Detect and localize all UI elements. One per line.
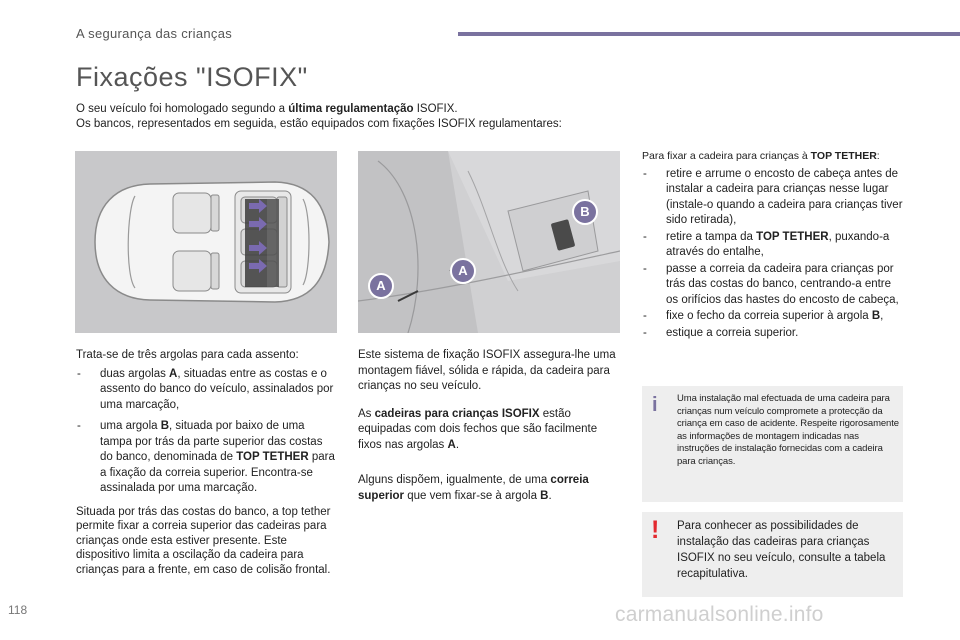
warning-note bbox=[642, 512, 903, 597]
left-column bbox=[76, 348, 338, 577]
list-item-rings-a: - duas argolas A, situadas entre as costas e o assento do banco do veículo, assinalados por uma marcação, bbox=[76, 367, 338, 414]
marker-a-right: A bbox=[450, 258, 476, 284]
marker-a-left: A bbox=[368, 273, 394, 299]
info-note-text: Uma instalação mal efectuada de uma cadeira para crianças num veículo compromete a protecção da criança em caso de acidente. Respeite rigorosamente as informações de montagem indicadas nas instruções de instalação fornecidas com a cadeira para crianças. bbox=[677, 393, 899, 467]
car-top-view-illustration bbox=[75, 151, 337, 333]
header-bar bbox=[458, 32, 960, 36]
isofix-seat-photo bbox=[358, 151, 620, 333]
left-paragraph-1: Trata-se de três argolas para cada assento: bbox=[76, 349, 299, 361]
step-2: - retire a tampa da TOP TETHER, puxando-a através do entalhe, bbox=[642, 230, 904, 261]
warning-note-text: Para conhecer as possibilidades de instalação das cadeiras para crianças ISOFIX no seu veículo, consulte a tabela recapitulativa. bbox=[677, 520, 886, 580]
rings-list bbox=[76, 367, 338, 497]
middle-paragraph-1: Este sistema de fixação ISOFIX assegura-lhe uma montagem fiável, sólida e rápida, da cadeira para crianças no seu veículo. bbox=[358, 349, 616, 392]
page-title: Fixações "ISOFIX" bbox=[76, 62, 308, 92]
left-paragraph-2: Situada por trás das costas do banco, a top tether permite fixar a correia superior das cadeiras para crianças onde esta estiver presente. Este dispositivo limita a oscilação da cadeira para crianças para a frente, em caso de colisão frontal. bbox=[76, 505, 331, 576]
info-note bbox=[642, 386, 903, 502]
intro bbox=[76, 102, 636, 132]
middle-column bbox=[358, 348, 620, 504]
page-number: 118 bbox=[8, 603, 28, 617]
list-item-ring-b: - uma argola B, situada por baixo de uma tampa por trás da parte superior das costas do banco, denominada de TOP TETHER para a fixação da correia superior. Encontra-se assinalada por uma marcação. bbox=[76, 419, 338, 497]
intro-line-1: O seu veículo foi homologado segundo a última regulamentação ISOFIX. bbox=[76, 103, 458, 115]
top-tether-steps bbox=[642, 167, 904, 342]
right-column bbox=[642, 149, 904, 342]
step-1: - retire e arrume o encosto de cabeça antes de instalar a cadeira para crianças nesse lugar (instale-o quando a cadeira para crianças tiver sido retirada), bbox=[642, 167, 904, 229]
watermark: carmanualsonline.info bbox=[615, 603, 824, 626]
step-4: - fixe o fecho da correia superior à argola B, bbox=[642, 309, 904, 325]
marker-b: B bbox=[572, 199, 598, 225]
warning-icon: ! bbox=[651, 516, 660, 544]
step-3: - passe a correia da cadeira para crianças por trás das costas do banco, centrando-a entre os orifícios das hastes do encosto de cabeça, bbox=[642, 262, 904, 309]
middle-paragraph-3: Alguns dispõem, igualmente, de uma correia superior que vem fixar-se à argola B. bbox=[358, 474, 589, 502]
step-5: - estique a correia superior. bbox=[642, 326, 904, 342]
top-tether-intro: Para fixar a cadeira para crianças à TOP TETHER: bbox=[642, 150, 880, 162]
intro-line-2: Os bancos, representados em seguida, estão equipados com fixações ISOFIX regulamentares: bbox=[76, 118, 562, 130]
info-icon: i bbox=[652, 394, 658, 416]
section-title: A segurança das crianças bbox=[76, 26, 233, 41]
middle-paragraph-2: As cadeiras para crianças ISOFIX estão equipadas com dois fechos que são facilmente fixos nas argolas A. bbox=[358, 407, 598, 451]
